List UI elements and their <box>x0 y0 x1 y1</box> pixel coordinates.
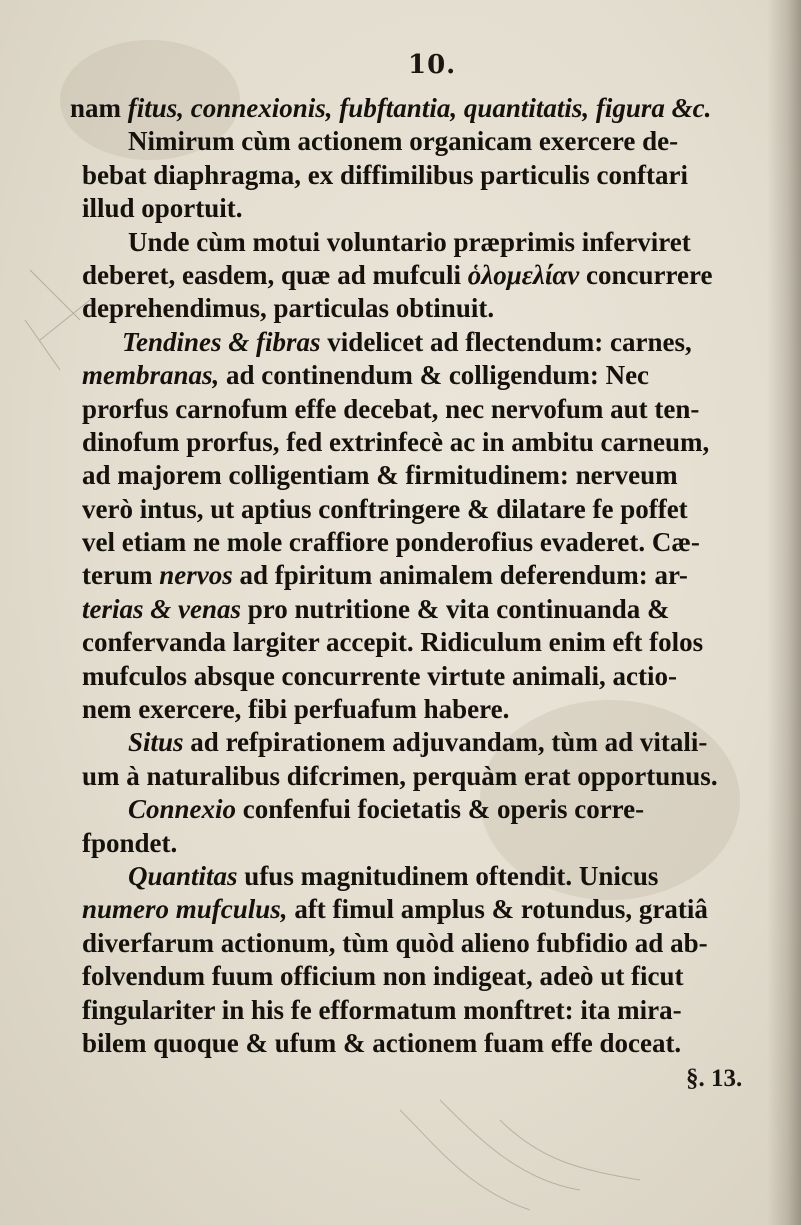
text-line: terias & venas pro nutritione & vita continuanda & <box>82 593 670 624</box>
body-text <box>70 92 782 1060</box>
text-line: fpondet. <box>82 827 178 858</box>
text-line: nam fitus, connexionis, fubftantia, quantitatis, figura &c. <box>70 93 712 123</box>
text-line: bilem quoque & ufum & actionem fuam effe doceat. <box>82 1027 682 1058</box>
text-line: confervanda largiter accepit. Ridiculum enim eft folos <box>82 627 704 658</box>
text-line: membranas, ad continendum & colligendum: Nec <box>82 360 650 391</box>
text-line: illud oportuit. <box>82 193 243 224</box>
text-line: Connexio confenfui focietatis & operis corre- <box>128 794 645 825</box>
text-line: terum nervos ad fpiritum animalem deferendum: ar- <box>82 560 688 591</box>
text-line: vel etiam ne mole craffiore ponderofius evaderet. Cæ- <box>82 527 700 558</box>
catchword: §. 13. <box>686 1065 743 1092</box>
text-line: diverfarum actionum, tùm quòd alieno fubfidio ad ab- <box>82 927 708 958</box>
text-line: um à naturalibus difcrimen, perquàm erat opportunus. <box>82 760 718 791</box>
faint-sketch-marks <box>380 1090 660 1220</box>
text-line: Quantitas ufus magnitudinem oftendit. Unicus <box>128 860 659 891</box>
faint-sketch-marks <box>20 260 110 380</box>
text-line: Unde cùm motui voluntario præprimis inferviret <box>128 226 691 257</box>
text-line: prorfus carnofum effe decebat, nec nervofum aut ten- <box>82 393 700 424</box>
text-line: Nimirum cùm actionem organicam exercere de- <box>128 126 679 157</box>
text-line: folvendum fuum officium non indigeat, adeò ut ficut <box>82 961 684 992</box>
text-line: Situs ad refpirationem adjuvandam, tùm ad vitali- <box>128 727 708 758</box>
text-line: verò intus, ut aptius conftringere & dilatare fe poffet <box>82 493 688 524</box>
text-line: nem exercere, fibi perfuafum habere. <box>82 694 510 725</box>
text-line: Tendines & fibras videlicet ad flectendum: carnes, <box>122 326 692 357</box>
text-line: dinofum prorfus, fed extrinfecè ac in ambitu carneum, <box>82 426 710 457</box>
text-line: deprehendimus, particulas obtinuit. <box>82 293 495 324</box>
text-line: numero mufculus, aft fimul amplus & rotundus, gratiâ <box>82 894 708 925</box>
text-line: deberet, easdem, quæ ad mufculi ὁλομελίαν concurrere <box>82 259 713 290</box>
text-line: ad majorem colligentiam & firmitudinem: nerveum <box>82 460 678 491</box>
text-line: mufculos absque concurrente virtute animali, actio- <box>82 660 677 691</box>
text-line: bebat diaphragma, ex diffimilibus particulis conftari <box>82 159 689 190</box>
page-number: 10. <box>408 50 457 80</box>
text-line: fingulariter in his fe efformatum monftret: ita mira- <box>82 994 682 1025</box>
